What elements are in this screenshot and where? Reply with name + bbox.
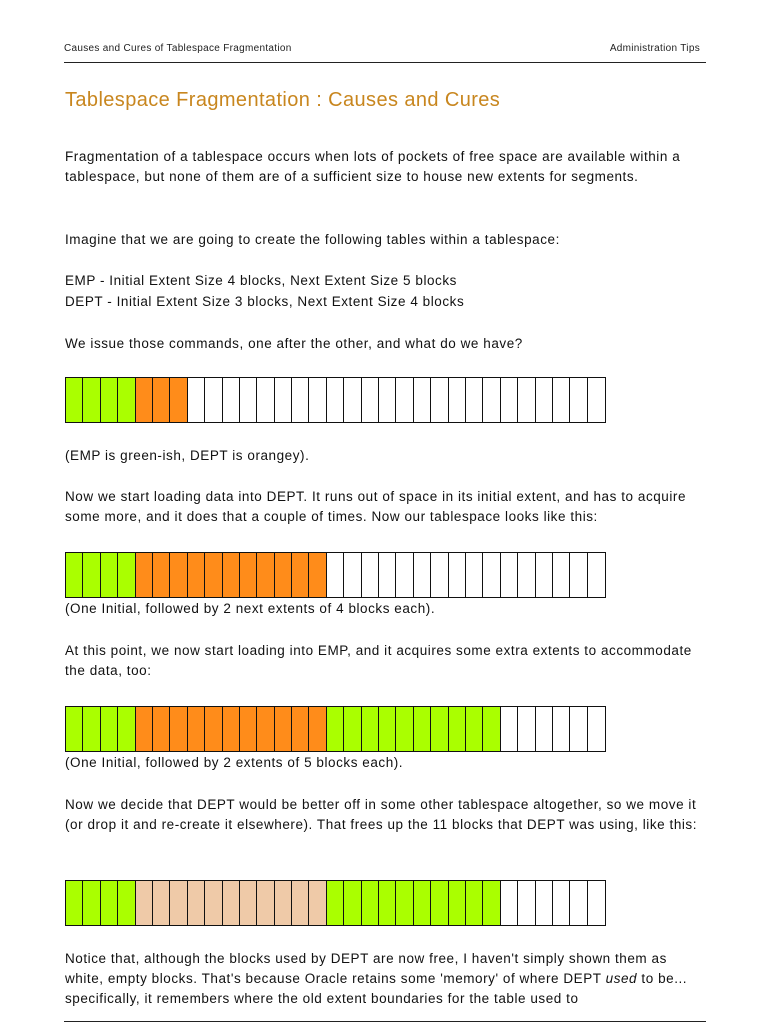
emp-block (118, 881, 135, 925)
dept-definition: DEPT - Initial Extent Size 3 blocks, Next Extent Size 4 blocks (65, 294, 465, 309)
extent-diagram-1 (65, 377, 606, 423)
free-block (292, 378, 309, 422)
dept-block (257, 707, 274, 751)
dept-block (205, 553, 222, 597)
free-block (327, 378, 344, 422)
emp-block (414, 881, 431, 925)
free-block (536, 553, 553, 597)
emp-block (83, 881, 100, 925)
free-block (275, 378, 292, 422)
emp-definition: EMP - Initial Extent Size 4 blocks, Next Extent Size 5 blocks (65, 273, 457, 288)
extent-diagram-4 (65, 880, 606, 926)
emp-block (118, 378, 135, 422)
free-block (327, 553, 344, 597)
dept-block (292, 553, 309, 597)
free-block (414, 378, 431, 422)
emp-block (414, 707, 431, 751)
freed-dept-block (240, 881, 257, 925)
footer-rule (64, 1021, 706, 1022)
free-block (223, 378, 240, 422)
emp-block (101, 881, 118, 925)
free-block (344, 553, 361, 597)
emp-block (362, 707, 379, 751)
emp-block (83, 378, 100, 422)
diagram-3-caption: (One Initial, followed by 2 extents of 5 blocks each). (65, 755, 404, 770)
free-block (553, 707, 570, 751)
free-block (553, 553, 570, 597)
emp-block (327, 707, 344, 751)
emp-loading-paragraph: At this point, we now start loading into EMP, and it acquires some extra extents to accommodate the data, too: (65, 643, 692, 678)
extent-diagram-3 (65, 706, 606, 752)
dept-block (223, 553, 240, 597)
free-block (588, 378, 605, 422)
free-block (309, 378, 326, 422)
free-block (588, 707, 605, 751)
imagine-paragraph: Imagine that we are going to create the following tables within a tablespace: (65, 232, 560, 247)
free-block (570, 707, 587, 751)
free-block (518, 707, 535, 751)
emp-block (362, 881, 379, 925)
header-section: Administration Tips (609, 43, 700, 54)
emp-block (327, 881, 344, 925)
free-block (396, 553, 413, 597)
emp-block (66, 553, 83, 597)
free-block (449, 378, 466, 422)
dept-block (292, 707, 309, 751)
free-block (466, 553, 483, 597)
freed-dept-block (309, 881, 326, 925)
page-header (64, 43, 702, 54)
freed-dept-block (170, 881, 187, 925)
emp-block (344, 881, 361, 925)
emp-block (431, 881, 448, 925)
emp-block (66, 881, 83, 925)
free-block (188, 378, 205, 422)
dept-block (170, 553, 187, 597)
page-title: Tablespace Fragmentation : Causes and Cures (65, 89, 501, 111)
dept-block (153, 707, 170, 751)
emp-block (83, 553, 100, 597)
free-block (518, 378, 535, 422)
dept-block (205, 707, 222, 751)
free-block (449, 553, 466, 597)
dept-move-paragraph: Now we decide that DEPT would be better off in some other tablespace altogether, so we move it (or drop it and re-create it elsewhere). That frees up the 11 blocks that DEPT was using, like this: (65, 797, 698, 832)
free-block (431, 553, 448, 597)
freed-dept-block (275, 881, 292, 925)
emp-block (101, 378, 118, 422)
emp-block (101, 553, 118, 597)
free-block (257, 378, 274, 422)
dept-block (275, 707, 292, 751)
extent-diagram-2 (65, 552, 606, 598)
dept-block (240, 707, 257, 751)
emp-block (483, 707, 500, 751)
free-block (379, 553, 396, 597)
dept-block (240, 553, 257, 597)
memory-paragraph (65, 949, 705, 1009)
free-block (240, 378, 257, 422)
diagram-1-caption: (EMP is green-ish, DEPT is orangey). (65, 448, 310, 463)
freed-dept-block (292, 881, 309, 925)
dept-block (136, 707, 153, 751)
free-block (414, 553, 431, 597)
emp-block (449, 707, 466, 751)
free-block (501, 553, 518, 597)
emp-block (431, 707, 448, 751)
dept-block (275, 553, 292, 597)
dept-loading-paragraph: Now we start loading data into DEPT. It runs out of space in its initial extent, and has to acquire some more, and it does that a couple of times. Now our tablespace looks like this: (65, 489, 687, 524)
dept-block (309, 707, 326, 751)
commands-paragraph: We issue those commands, one after the other, and what do we have? (65, 336, 523, 351)
emp-block (379, 881, 396, 925)
free-block (362, 553, 379, 597)
free-block (501, 378, 518, 422)
emp-block (344, 707, 361, 751)
free-block (536, 378, 553, 422)
free-block (570, 553, 587, 597)
free-block (588, 553, 605, 597)
freed-dept-block (188, 881, 205, 925)
free-block (588, 881, 605, 925)
free-block (483, 378, 500, 422)
emp-block (101, 707, 118, 751)
diagram-2-caption: (One Initial, followed by 2 next extents of 4 blocks each). (65, 601, 436, 616)
free-block (205, 378, 222, 422)
memory-text-a: Notice that, although the blocks used by DEPT are now free, I haven't simply shown them as white, empty blocks. That's because Oracle retains some 'memory' of where DEPT (65, 951, 667, 986)
dept-block (188, 553, 205, 597)
dept-block (153, 378, 170, 422)
free-block (362, 378, 379, 422)
emp-block (118, 553, 135, 597)
free-block (483, 553, 500, 597)
memory-text-em: used (605, 971, 638, 986)
emp-block (66, 707, 83, 751)
free-block (379, 378, 396, 422)
emp-block (83, 707, 100, 751)
emp-block (118, 707, 135, 751)
emp-block (466, 881, 483, 925)
free-block (536, 881, 553, 925)
free-block (344, 378, 361, 422)
free-block (553, 378, 570, 422)
free-block (396, 378, 413, 422)
dept-block (136, 553, 153, 597)
dept-block (153, 553, 170, 597)
free-block (518, 881, 535, 925)
memory-text-b: to be... specifically, it remembers where the old extent boundaries for the table used to (65, 971, 688, 1006)
dept-block (309, 553, 326, 597)
freed-dept-block (153, 881, 170, 925)
emp-block (483, 881, 500, 925)
emp-block (466, 707, 483, 751)
freed-dept-block (205, 881, 222, 925)
emp-block (379, 707, 396, 751)
freed-dept-block (257, 881, 274, 925)
emp-block (66, 378, 83, 422)
emp-block (396, 707, 413, 751)
free-block (501, 707, 518, 751)
emp-block (449, 881, 466, 925)
free-block (431, 378, 448, 422)
intro-paragraph: Fragmentation of a tablespace occurs when lots of pockets of free space are available within a tablespace, but none of them are of a sufficient size to house new extents for segments. (65, 149, 681, 184)
dept-block (170, 707, 187, 751)
free-block (536, 707, 553, 751)
dept-block (257, 553, 274, 597)
header-doc-title: Causes and Cures of Tablespace Fragmentation (64, 43, 292, 54)
emp-block (396, 881, 413, 925)
dept-block (188, 707, 205, 751)
freed-dept-block (223, 881, 240, 925)
free-block (501, 881, 518, 925)
dept-block (223, 707, 240, 751)
free-block (553, 881, 570, 925)
dept-block (170, 378, 187, 422)
free-block (518, 553, 535, 597)
free-block (570, 378, 587, 422)
dept-block (136, 378, 153, 422)
free-block (466, 378, 483, 422)
header-rule (64, 62, 706, 63)
free-block (570, 881, 587, 925)
freed-dept-block (136, 881, 153, 925)
